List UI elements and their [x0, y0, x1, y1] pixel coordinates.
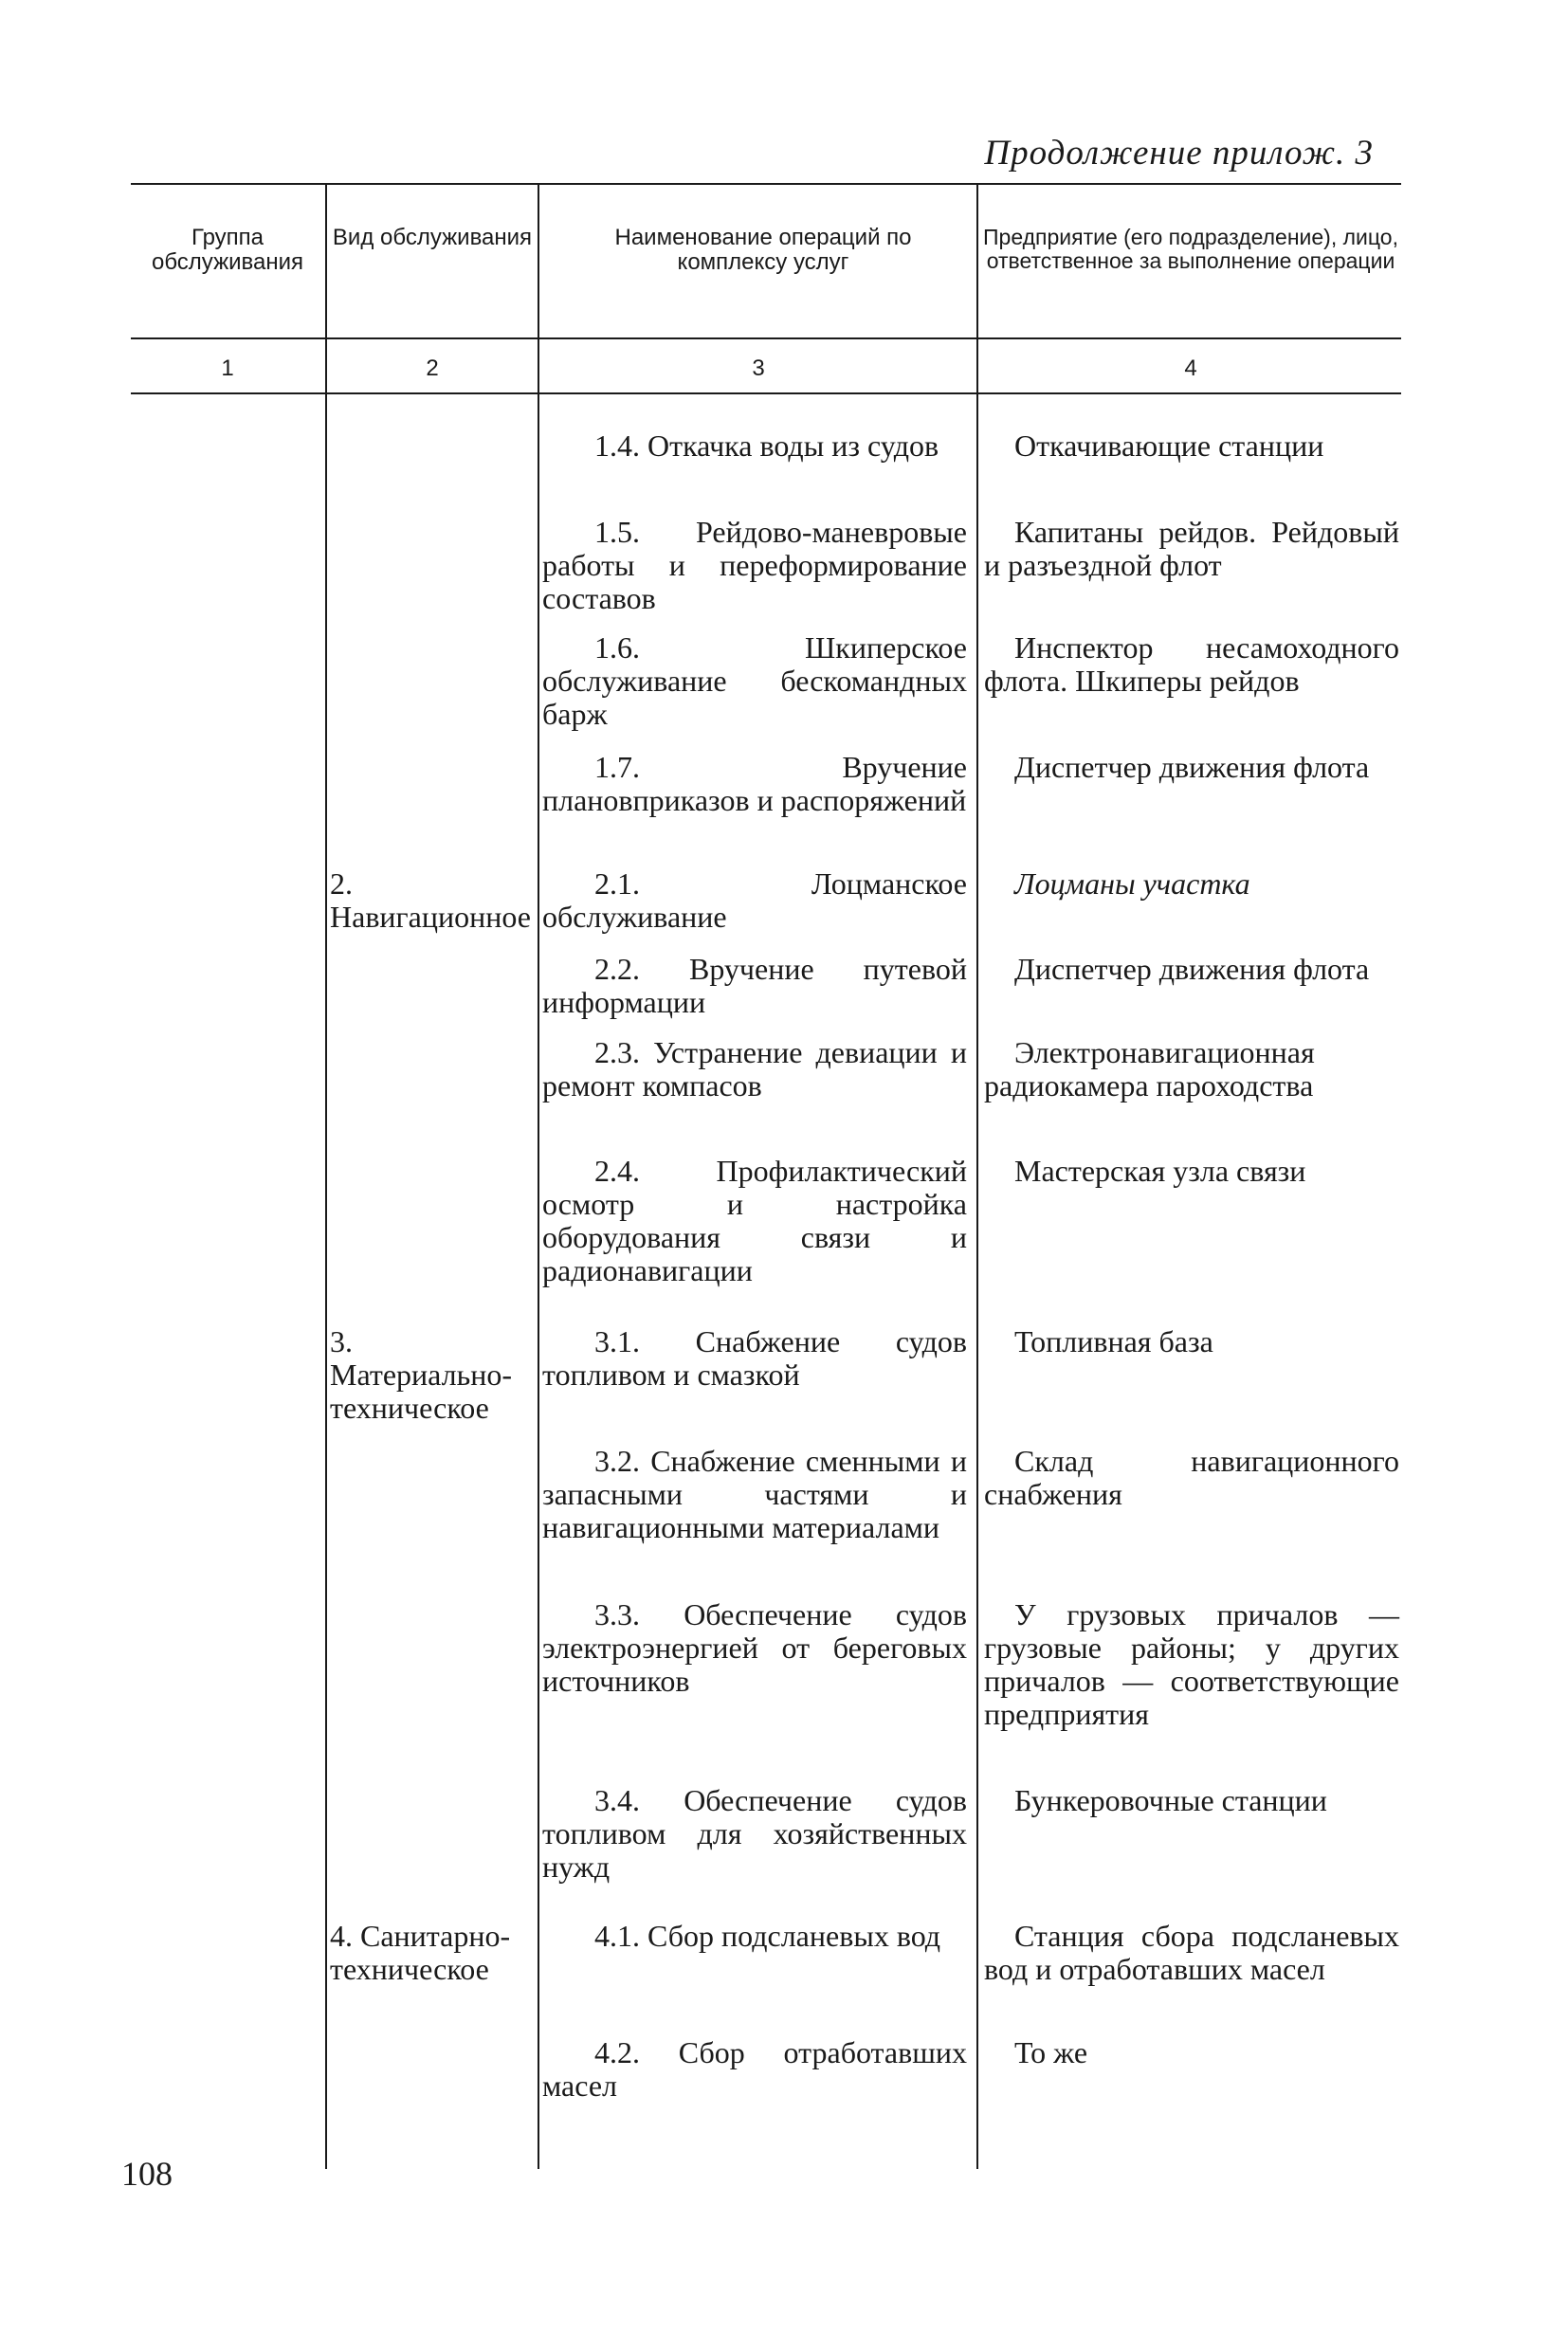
col-number-4: 4	[1184, 355, 1197, 381]
column-divider-2	[538, 183, 539, 2169]
table-row-responsible: Капитаны рейдов. Рейдовый и разъездной флот	[984, 515, 1399, 582]
col-header-3: Наименование операций по комплексу услуг	[614, 225, 912, 275]
table-row-responsible: Инспектор несамоходного флота. Шкиперы рейдов	[984, 630, 1399, 698]
group-label-material: 3. Материально-техническое	[330, 1324, 512, 1425]
table-row-operation: 3.2. Снабжение сменными и запасными частями и навигационными материалами	[542, 1444, 967, 1544]
table-row-operation: 1.6. Шкиперское обслуживание бескомандных барж	[542, 630, 967, 731]
column-divider-3	[976, 183, 978, 2169]
table-row-operation: 1.4. Откачка воды из судов	[594, 428, 939, 463]
table-row-operation: 2.2. Вручение путевой информации	[542, 952, 967, 1019]
table-row-operation: 1.5. Рейдово-маневровые работы и переформирование составов	[542, 515, 967, 615]
column-divider-1	[325, 183, 327, 2169]
table-row-operation: 2.1. Лоцманское обслуживание	[542, 866, 967, 934]
table-row-responsible: Станция сбора подсланевых вод и отработавших масел	[984, 1919, 1399, 1986]
page-number: 108	[121, 2155, 173, 2193]
table-top-rule	[131, 183, 1401, 185]
table-row-responsible: То же	[1014, 2035, 1088, 2069]
col-header-4: Предприятие (его подразделение), лицо, ответственное за выполнение операции	[983, 225, 1398, 273]
col-header-2: Вид обслуживания	[332, 225, 533, 250]
table-row-responsible: У грузовых причалов — грузовые районы; у других причалов — соответствующие предприятия	[984, 1597, 1399, 1731]
table-row-operation: 2.3. Устранение девиации и ремонт компасов	[542, 1035, 967, 1103]
table-row-operation: 1.7. Вручение плановприказов и распоряжений	[542, 750, 967, 817]
table-row-responsible: Электронавигационная радиокамера пароходства	[984, 1035, 1315, 1103]
col-header-1: Группа обслуживания	[151, 225, 304, 275]
table-row-operation: 2.4. Профилактический осмотр и настройка оборудования связи и радионавигации	[542, 1154, 967, 1287]
table-row-responsible: Откачивающие станции	[1014, 428, 1324, 463]
table-row-responsible: Бункеровочные станции	[1014, 1783, 1327, 1817]
table-row-operation: 4.1. Сбор подсланевых вод	[594, 1919, 941, 1953]
table-row-operation: 3.4. Обеспечение судов топливом для хозяйственных нужд	[542, 1783, 967, 1884]
colnum-bottom-rule	[131, 392, 1401, 394]
table-row-responsible: Диспетчер движения флота	[1014, 952, 1370, 986]
page-header: Продолжение прилож. 3	[984, 134, 1374, 173]
group-label-navigation: 2. Навигационное	[330, 866, 531, 934]
group-label-sanitary: 4. Санитарно-техническое	[330, 1919, 511, 1986]
table-row-responsible: Мастерская узла связи	[1014, 1154, 1306, 1188]
col-number-2: 2	[426, 355, 439, 381]
table-row-operation: 3.1. Снабжение судов топливом и смазкой	[542, 1324, 967, 1392]
table-row-operation: 4.2. Сбор отработавших масел	[542, 2035, 967, 2103]
table-row-responsible: Лоцманы участка	[1014, 866, 1250, 901]
col-number-3: 3	[752, 355, 765, 381]
col-number-1: 1	[221, 355, 234, 381]
table-row-responsible: Склад навигационного снабжения	[984, 1444, 1399, 1511]
header-bottom-rule	[131, 337, 1401, 339]
table-row-responsible: Топливная база	[1014, 1324, 1213, 1358]
table-row-operation: 3.3. Обеспечение судов электроэнергией от береговых источников	[542, 1597, 967, 1698]
table-row-responsible: Диспетчер движения флота	[1014, 750, 1370, 784]
